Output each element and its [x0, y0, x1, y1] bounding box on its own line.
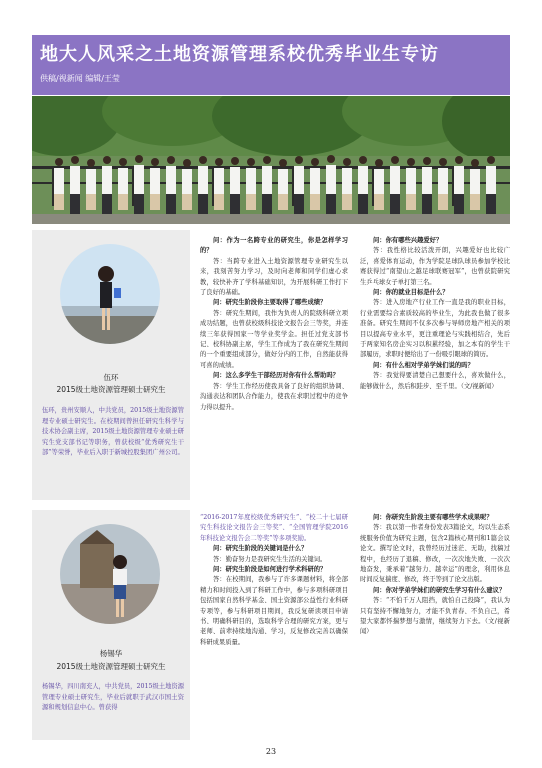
portrait-wuhuan-illustration — [60, 244, 160, 344]
answer: 答：在校期间，我参与了许多课题材料，将全部精力和时间投入到了科研工作中，参与多项科研项目包括国家自然科学基金、国土资源部公益性行业科研专项等，参与科研项目期间，我反复研读项目申请书、明确科研目的，选取科学合理的研究方案，更与老师、前辈持续地沟通、学习，反复修改完善以确保科研成果质量。 — [200, 576, 348, 646]
profile-title: 2015级土地资源管理硕士研究生 — [56, 385, 166, 394]
profile-card-wuhuan — [32, 230, 190, 500]
interview1-column1 — [200, 236, 348, 413]
answer: 答：我以第一作者身份发表3篇论文，均以生态系统服务价值为研究主题，包含2篇核心期刊和1篇会议论文。撰写论文时，我曾经历过迷茫、无助，找稿过程中，也经历了退稿、修改，一次次地失败、一次次地奋发，秉承着“越努力、越幸运”的理念，利用休息时间反复揣度、修改，终于等到了论文出版。 — [360, 524, 510, 584]
question: 问：你的就业目标是什么？ — [373, 289, 449, 297]
profile-bio: 伍环，贵州安顺人，中共党员，2015级土地资源管理专业硕士研究生。在校期间曾担任研究生科学与技术协会副主席，2015级土地资源管理专业硕士研究生党支部书记等职务，曾获校级“优秀研究生干部”等荣誉，毕业后入职于新城控股集团广州公司。 — [42, 407, 184, 456]
article-byline: 供稿/视新闻 编辑/王莹 — [40, 74, 120, 83]
answer: 答：我觉得要清楚自己想要什么，喜欢做什么，能够做什么，然后积跬步、至千里。（文/视新闻） — [360, 372, 510, 390]
interview2-column1 — [200, 513, 348, 648]
profile-name: 杨锡华 — [99, 649, 123, 658]
question: 问：研究生阶段的关键词是什么？ — [213, 545, 308, 553]
profile-name: 伍环 — [103, 373, 119, 382]
article-header — [32, 35, 510, 95]
profile-bio: 杨锡华，四川南充人，中共党员，2015级土地资源管理专业硕士研究生，毕业后就职于武汉市国土资源和规划信息中心。曾获得 — [42, 683, 184, 711]
group-photo — [32, 96, 510, 224]
group-photo-illustration — [32, 96, 510, 224]
page-number: 23 — [265, 747, 277, 756]
question: 问：作为一名跨专业的研究生，你是怎样学习的？ — [200, 237, 348, 255]
interview2-column2 — [360, 513, 510, 638]
answer: 答：当跨专业进入土地资源管理专业研究生以来，我刻苦努力学习，及时向老师和同学们虚心求教，较快补齐了学科基础知识，为开展科研工作打下了良好的基础。 — [200, 257, 348, 297]
question: 问：研究生阶段是如何进行学术科研的？ — [213, 566, 327, 574]
question: 问：研究生阶段你主要取得了哪些成绩？ — [213, 299, 327, 307]
answer: 答：研究生期间，我作为负责人的院级科研立项成功结题，也曾获校级科技论文报告会三等奖，并连续三年获得国家一等学业奖学金。担任过党支部书记、校科协副主席，学生工作成为了我在研究生期间的一个重要组成部分，做好分内的工作，自然能获得可喜的成绩。 — [200, 309, 348, 369]
question: 问：你对学弟学妹们的研究生学习有什么建议？ — [373, 586, 506, 594]
portrait-yangxihua-illustration — [60, 524, 160, 624]
question: 问：你有哪些兴趣爱好？ — [373, 237, 443, 244]
question: 问：你研究生阶段主要有哪些学术成果呢？ — [373, 514, 493, 521]
question: 问：这么多学生干部经历对你有什么帮助吗？ — [213, 372, 339, 380]
interview1-column2 — [360, 236, 510, 392]
answer: 答：学生工作经历使我具备了良好的组织协调、沟通表达和团队合作能力，使我在求职过程中的竞争力得以提升。 — [200, 382, 348, 411]
awards-continuation: “2016-2017年度校级优秀研究生”、“校二十七届研究生科技论文报告会三等奖”、“全国管理学院2016年科技论文报告会二等奖”等多项奖励。 — [200, 514, 348, 542]
profile-card-yangxihua — [32, 510, 190, 740]
answer: 答：进入房地产行业工作一直是我的职业目标，行业需要综合素质较高的毕业生，为此我也做了很多准备。研究生期间不仅多次参与导师房地产相关的项目以提高专业水平，更注重理论与实践相结合，先后于两家知名房企实习以积累经验，加之本有的学生干部履历，求职时便给出了一份吸引眼球的简历。 — [360, 299, 510, 359]
answer: 答：我性格比较活泼开朗，兴趣爱好也比较广泛，喜爱体育运动，作为学院足球队球员参加学校比赛获得过“南望山之越足球联赛冠军”，也曾获院研究生乒乓球女子单打第三名。 — [360, 247, 510, 286]
portrait-yangxihua — [60, 524, 160, 624]
question: 问：有什么相对学弟学妹们说的吗？ — [373, 361, 474, 369]
article-title: 地大人风采之土地资源管理系校优秀毕业生专访 — [40, 44, 439, 65]
answer: 答：“不怕千万人阻挡，就怕自己投降”，我认为只有坚持不懈地努力，才能不负青春、不负自己，希望大家都怀揣梦想与激情，继续努力下去。（文/视新闻） — [360, 597, 510, 636]
answer: 答：勤奋努力是我研究生生活的关键词。 — [213, 555, 327, 563]
profile-title: 2015级土地资源管理硕士研究生 — [56, 662, 166, 671]
portrait-wuhuan — [60, 244, 160, 344]
